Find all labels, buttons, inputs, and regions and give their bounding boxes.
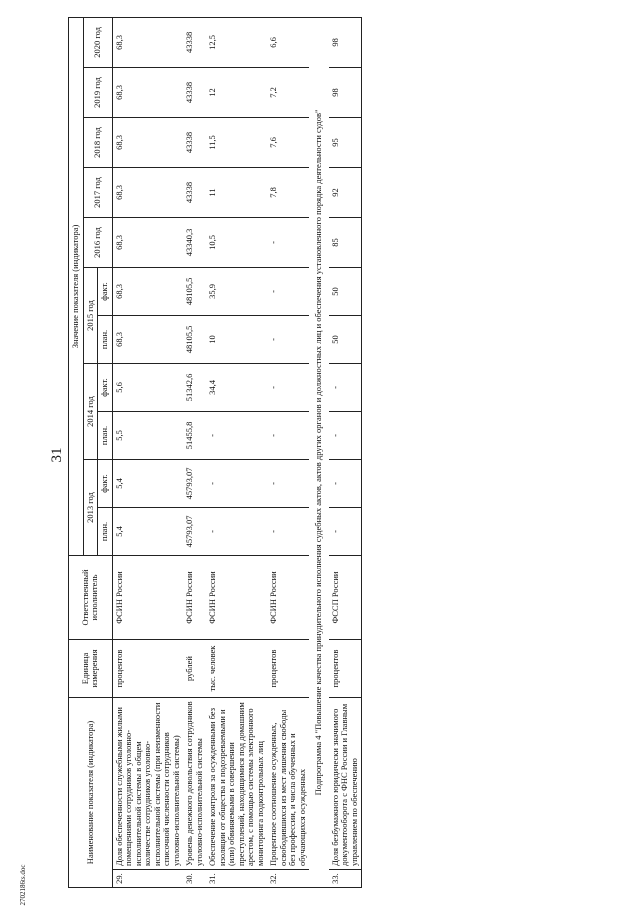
value-2018: 68,3 <box>112 117 183 167</box>
subprogram-title: Подпрограмма 4 "Повышение качества принудительного исполнения судебных актов, актов других органов и должностных лиц и обеспечения установленного порядка деятельности судов" <box>309 17 329 887</box>
header-2014-fact: факт. <box>98 363 113 411</box>
responsible-cell: ФСИН России <box>183 555 206 639</box>
value-2019: 98 <box>329 67 362 117</box>
value-2015-plan: 50 <box>329 315 362 363</box>
value-2019: 12 <box>206 67 267 117</box>
value-2020: 43338 <box>183 17 206 67</box>
value-2020: 68,3 <box>112 17 183 67</box>
value-2017: 43338 <box>183 167 206 217</box>
unit-cell: процентов <box>267 639 309 697</box>
value-2014-plan: 51455,8 <box>183 411 206 459</box>
row-number: 32. <box>267 870 309 888</box>
value-2014-plan: - <box>267 411 309 459</box>
page-number: 31 <box>48 447 65 463</box>
table-row <box>183 17 206 887</box>
value-2016: - <box>267 217 309 267</box>
rotated-page <box>68 20 608 888</box>
value-2015-fact: 48105,5 <box>183 267 206 315</box>
table-header <box>69 17 113 887</box>
header-2013-plan: план. <box>98 507 113 555</box>
value-2014-plan: 5,5 <box>112 411 183 459</box>
header-2016: 2016 год <box>83 217 112 267</box>
header-2014: 2014 год <box>83 363 98 459</box>
value-2017: 92 <box>329 167 362 217</box>
header-2020: 2020 год <box>83 17 112 67</box>
value-2017: 7,8 <box>267 167 309 217</box>
table-body <box>112 17 362 887</box>
value-2014-fact: 5,6 <box>112 363 183 411</box>
header-2015-fact: факт. <box>98 267 113 315</box>
value-2019: 7,2 <box>267 67 309 117</box>
value-2020: 12,5 <box>206 17 267 67</box>
value-2013-plan: - <box>267 507 309 555</box>
value-2018: 43338 <box>183 117 206 167</box>
value-2016: 10,5 <box>206 217 267 267</box>
header-values: Значение показателя (индикатора) <box>69 17 84 555</box>
rotated-table-wrapper <box>68 20 608 888</box>
value-2016: 43340,3 <box>183 217 206 267</box>
table-row <box>267 17 309 887</box>
value-2014-plan: - <box>329 411 362 459</box>
value-2020: 98 <box>329 17 362 67</box>
value-2014-plan: - <box>206 411 267 459</box>
value-2013-fact: - <box>206 459 267 507</box>
value-2019: 68,3 <box>112 67 183 117</box>
header-2019: 2019 год <box>83 67 112 117</box>
row-number: 33. <box>329 870 362 888</box>
value-2015-plan: 10 <box>206 315 267 363</box>
table-row <box>206 17 267 887</box>
header-2017: 2017 год <box>83 167 112 217</box>
value-2018: 11,5 <box>206 117 267 167</box>
unit-cell: процентов <box>112 639 183 697</box>
table-row <box>112 17 183 887</box>
unit-cell: рублей <box>183 639 206 697</box>
unit-cell: тыс. человек <box>206 639 267 697</box>
header-2015: 2015 год <box>83 267 98 363</box>
indicator-name: Доля обеспеченности служебными жилыми помещениями сотрудников уголовно-исполнительной системы в общем количестве сотрудников уголовно-исполнительной системы (при неизменности списочной численности сотрудников уголовно-исполнительной системы) <box>112 697 183 869</box>
table-row <box>329 17 362 887</box>
row-number: 29. <box>112 870 183 888</box>
responsible-cell: ФСИН России <box>206 555 267 639</box>
value-2013-plan: 45793,07 <box>183 507 206 555</box>
value-2013-plan: 5,4 <box>112 507 183 555</box>
value-2015-fact: - <box>267 267 309 315</box>
value-2013-plan: - <box>329 507 362 555</box>
header-2018: 2018 год <box>83 117 112 167</box>
header-unit: Единица измерения <box>69 639 113 697</box>
responsible-cell: ФСИН России <box>112 555 183 639</box>
value-2018: 7,6 <box>267 117 309 167</box>
value-2013-fact: - <box>329 459 362 507</box>
header-2013: 2013 год <box>83 459 98 555</box>
indicator-name: Доля безбумажного юридически значимого документооборота с ФНС России и Главным управлением по обеспечению <box>329 697 362 869</box>
value-2015-fact: 68,3 <box>112 267 183 315</box>
indicator-name: Уровень денежного довольствия сотрудников уголовно-исполнительной системы <box>183 697 206 869</box>
value-2013-plan: - <box>206 507 267 555</box>
unit-cell: процентов <box>329 639 362 697</box>
header-responsible: Ответственный исполнитель <box>69 555 113 639</box>
value-2017: 11 <box>206 167 267 217</box>
value-2015-plan: 48105,5 <box>183 315 206 363</box>
header-2013-fact: факт. <box>98 459 113 507</box>
footer-filename: 2702186ts.doc <box>19 864 27 906</box>
value-2014-fact: 51342,6 <box>183 363 206 411</box>
indicator-name: Процентное соотношение осужденных, освободившихся из мест лишения свободы без профессии, и числа обученных и обучающихся осужденных <box>267 697 309 869</box>
value-2017: 68,3 <box>112 167 183 217</box>
value-2019: 43338 <box>183 67 206 117</box>
value-2015-fact: 50 <box>329 267 362 315</box>
indicator-name: Обеспечение контроля за осужденными без изоляции от общества и подозреваемыми и (или) обвиняемыми в совершении преступлений, находящимися под домашним арестом, с помощью системы электронного мониторинга подконтрольных лиц <box>206 697 267 869</box>
value-2013-fact: 5,4 <box>112 459 183 507</box>
responsible-cell: ФССП России <box>329 555 362 639</box>
subprogram-row <box>309 17 329 887</box>
value-2015-fact: 35,9 <box>206 267 267 315</box>
header-2014-plan: план. <box>98 411 113 459</box>
value-2013-fact: 45793,07 <box>183 459 206 507</box>
value-2014-fact: 34,4 <box>206 363 267 411</box>
header-2015-plan: план. <box>98 315 113 363</box>
value-2018: 95 <box>329 117 362 167</box>
indicators-table <box>68 17 362 888</box>
value-2015-plan: - <box>267 315 309 363</box>
responsible-cell: ФСИН России <box>267 555 309 639</box>
value-2013-fact: - <box>267 459 309 507</box>
header-name: Наименование показателя (индикатора) <box>69 697 113 887</box>
value-2020: 6,6 <box>267 17 309 67</box>
row-number: 31. <box>206 870 267 888</box>
value-2016: 68,3 <box>112 217 183 267</box>
value-2016: 85 <box>329 217 362 267</box>
value-2015-plan: 68,3 <box>112 315 183 363</box>
value-2014-fact: - <box>267 363 309 411</box>
row-number: 30. <box>183 870 206 888</box>
value-2014-fact: - <box>329 363 362 411</box>
